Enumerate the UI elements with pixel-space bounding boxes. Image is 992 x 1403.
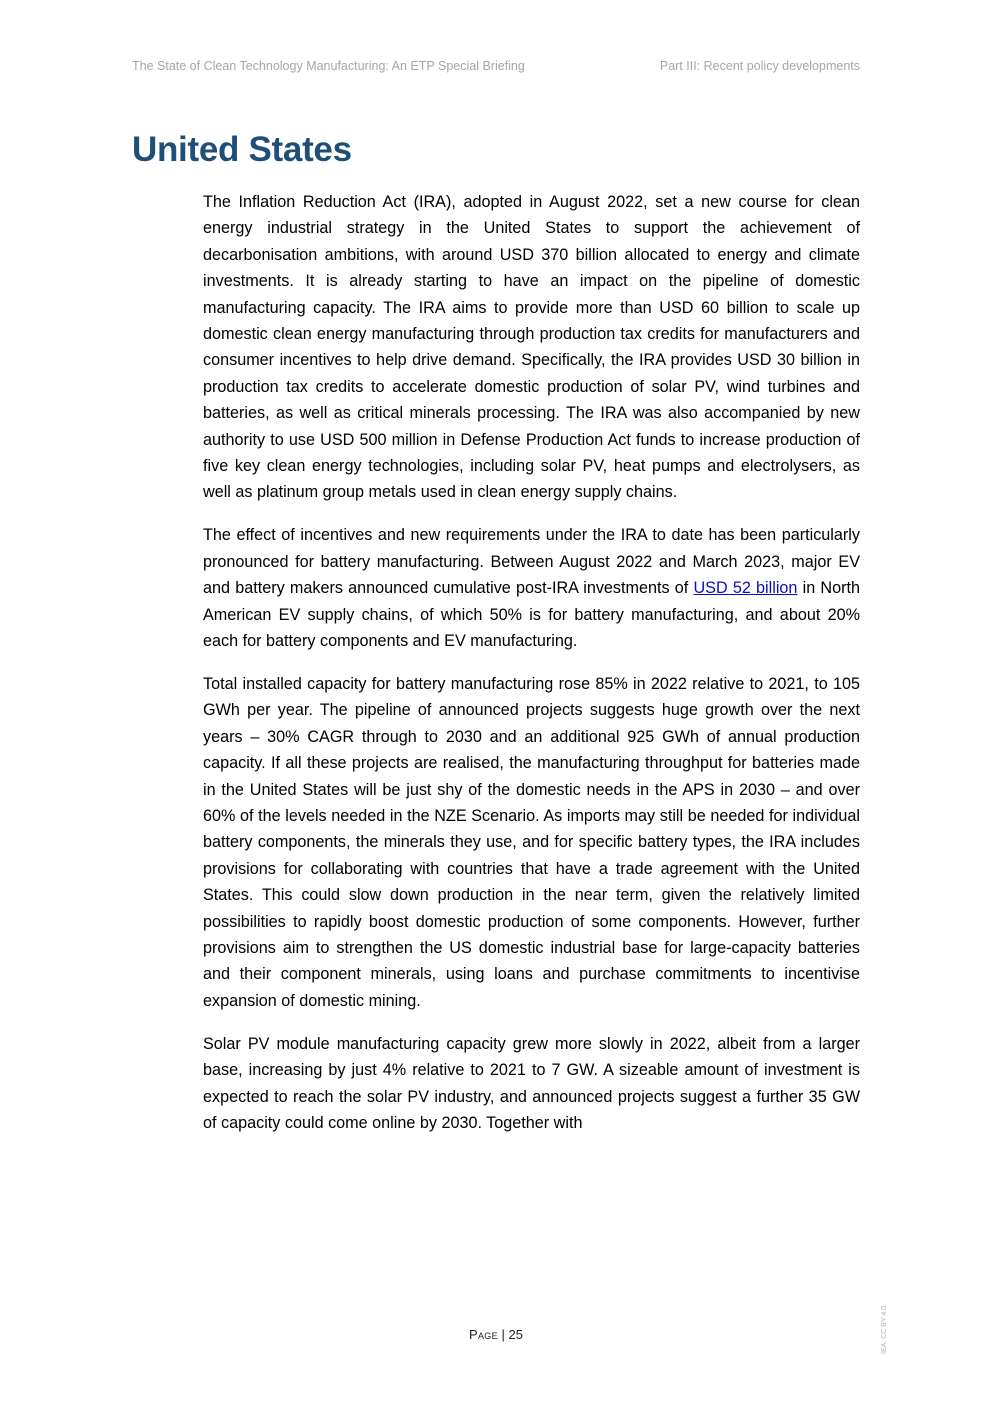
license-note — [881, 1290, 891, 1354]
page-title: United States — [132, 130, 352, 169]
body-text — [203, 189, 860, 1153]
paragraph-battery-capacity: Total installed capacity for battery manufacturing rose 85% in 2022 relative to 2021, to 105 GWh per year. The pipeline of announced projects suggests huge growth over the next years – 30% CAGR through to 2030 and an additional 925 GWh of annual production capacity. If all these projects are realised, the manufacturing throughput for batteries made in the United States will be just shy of the domestic needs in the APS in 2030 – and over 60% of the levels needed in the NZE Scenario. As imports may still be needed for individual battery components, the minerals they use, and for specific battery types, the IRA includes provisions for collaborating with countries that have a trade agreement with the United States. This could slow down production in the near term, given the relatively limited possibilities to rapidly boost domestic production of some components. However, further provisions aim to strengthen the US domestic industrial base for large-capacity batteries and their component minerals, using loans and purchase commitments to incentivise expansion of domestic mining. — [203, 674, 860, 1010]
paragraph-battery-investment — [203, 522, 860, 654]
page-number: 25 — [508, 1327, 523, 1342]
usd-52-billion-link[interactable]: USD 52 billion — [693, 579, 798, 598]
paragraph-text-before-link: The effect of incentives and new requirements under the IRA to date has been particularly pronounced for battery manufacturing. Between August 2022 and March 2023, major EV and battery makers announced cumulative post-IRA investments of — [203, 526, 860, 598]
page-footer — [0, 1327, 992, 1342]
running-header-title: The State of Clean Technology Manufacturing: An ETP Special Briefing — [132, 59, 525, 73]
running-header-section: Part III: Recent policy developments — [659, 59, 860, 73]
paragraph-text-after-link: in North American EV supply chains, of which 50% is for battery manufacturing, and about 20% each for battery components and EV manufacturing. — [203, 579, 860, 650]
paragraph-solar-pv: Solar PV module manufacturing capacity grew more slowly in 2022, albeit from a larger base, increasing by just 4% relative to 2021 to 7 GW. A sizeable amount of investment is expected to reach the solar PV industry, and announced projects suggest a further 35 GW of capacity could come online by 2030. Together with — [203, 1034, 860, 1132]
page-separator: | — [497, 1327, 509, 1342]
page-label: Page — [469, 1327, 498, 1342]
paragraph-ira-overview: The Inflation Reduction Act (IRA), adopted in August 2022, set a new course for clean energy industrial strategy in the United States to support the achievement of decarbonisation ambitions, with around USD 370 billion allocated to energy and climate investments. It is already starting to have an impact on the pipeline of domestic manufacturing capacity. The IRA aims to provide more than USD 60 billion to scale up domestic clean energy manufacturing through production tax credits for manufacturers and consumer incentives to help drive demand. Specifically, the IRA provides USD 30 billion in production tax credits to accelerate domestic production of solar PV, wind turbines and batteries, as well as critical minerals processing. The IRA was also accompanied by new authority to use USD 500 million in Defense Production Act funds to increase production of five key clean energy technologies, including solar PV, heat pumps and electrolysers, as well as platinum group metals used in clean energy supply chains. — [203, 193, 860, 502]
license-text: IEA. CC BY 4.0. — [881, 1303, 888, 1354]
